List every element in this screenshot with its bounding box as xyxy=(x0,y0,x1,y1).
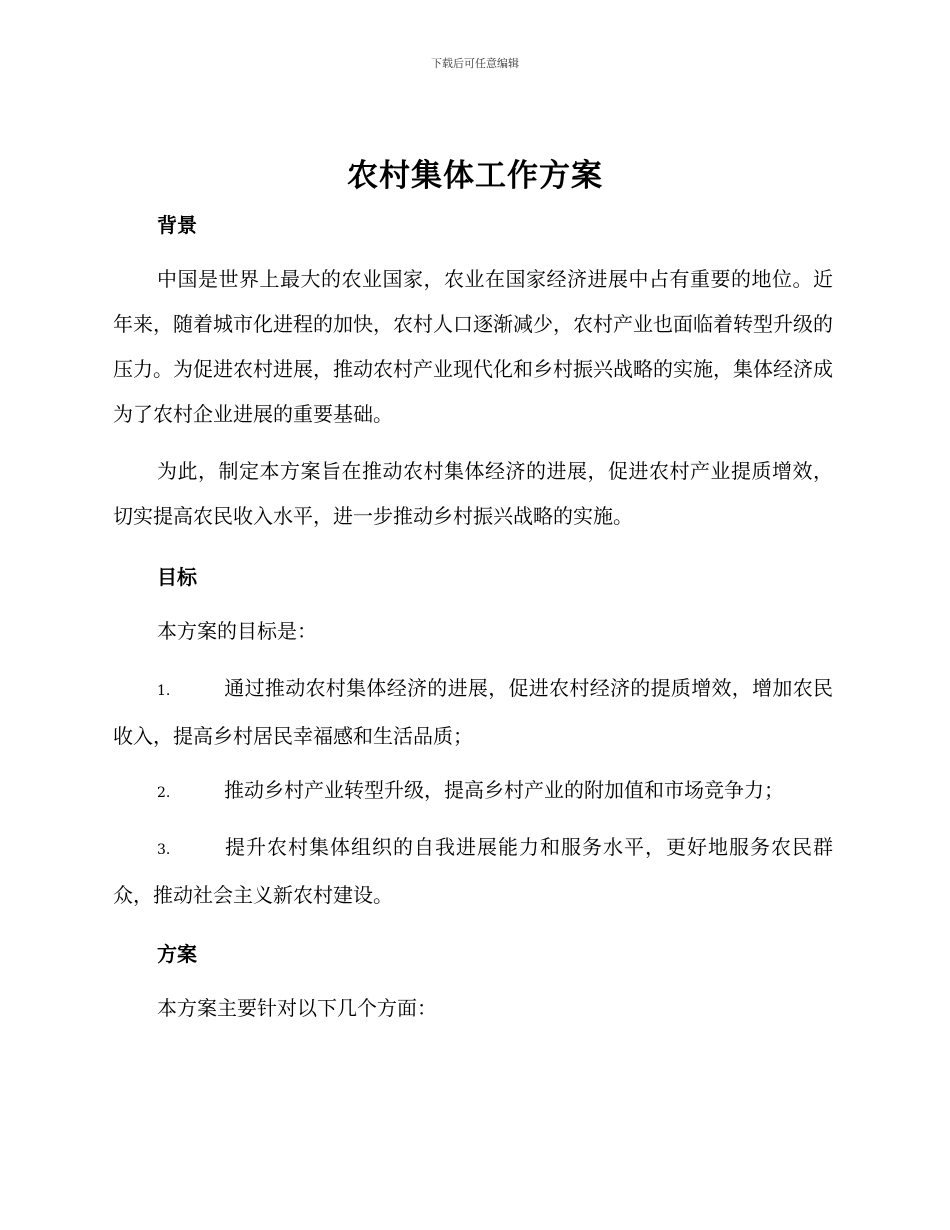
section-heading-plan: 方案 xyxy=(157,942,197,966)
page-title: 农村集体工作方案 xyxy=(347,158,603,194)
goal-item-number: 3. xyxy=(157,842,171,858)
background-paragraph-1: 中国是世界上最大的农业国家，农业在国家经济进展中占有重要的地位。近年来，随着城市化进程的加快，农村人口逐渐减少，农村产业也面临着转型升级的压力。为促进农村进展，推动农村产业现代化和乡村振兴战略的实施，集体经济成为了农村企业进展的重要基础。 xyxy=(113,267,833,426)
section-heading-goals: 目标 xyxy=(157,565,197,589)
goal-item-text: 提升农村集体组织的自我进展能力和服务水平，更好地服务农民群众，推动社会主义新农村建设。 xyxy=(113,835,833,907)
goal-item-3 xyxy=(113,825,833,918)
goal-item-text: 推动乡村产业转型升级，提高乡村产业的附加值和市场竞争力； xyxy=(224,778,784,802)
header-note: 下载后可任意编辑 xyxy=(431,57,519,70)
goal-item-number: 1. xyxy=(157,683,171,699)
goal-item-text: 通过推动农村集体经济的进展，促进农村经济的提质增效，增加农民收入，提高乡村居民幸福感和生活品质； xyxy=(113,676,833,748)
plan-intro: 本方案主要针对以下几个方面： xyxy=(157,996,437,1020)
goals-intro: 本方案的目标是： xyxy=(157,619,317,643)
goal-item-2 xyxy=(113,768,833,816)
section-heading-background: 背景 xyxy=(157,213,197,237)
background-paragraph-2: 为此，制定本方案旨在推动农村集体经济的进展，促进农村产业提质增效，切实提高农民收入水平，进一步推动乡村振兴战略的实施。 xyxy=(113,459,833,528)
goal-item-number: 2. xyxy=(157,785,171,801)
goal-item-1 xyxy=(113,666,833,759)
